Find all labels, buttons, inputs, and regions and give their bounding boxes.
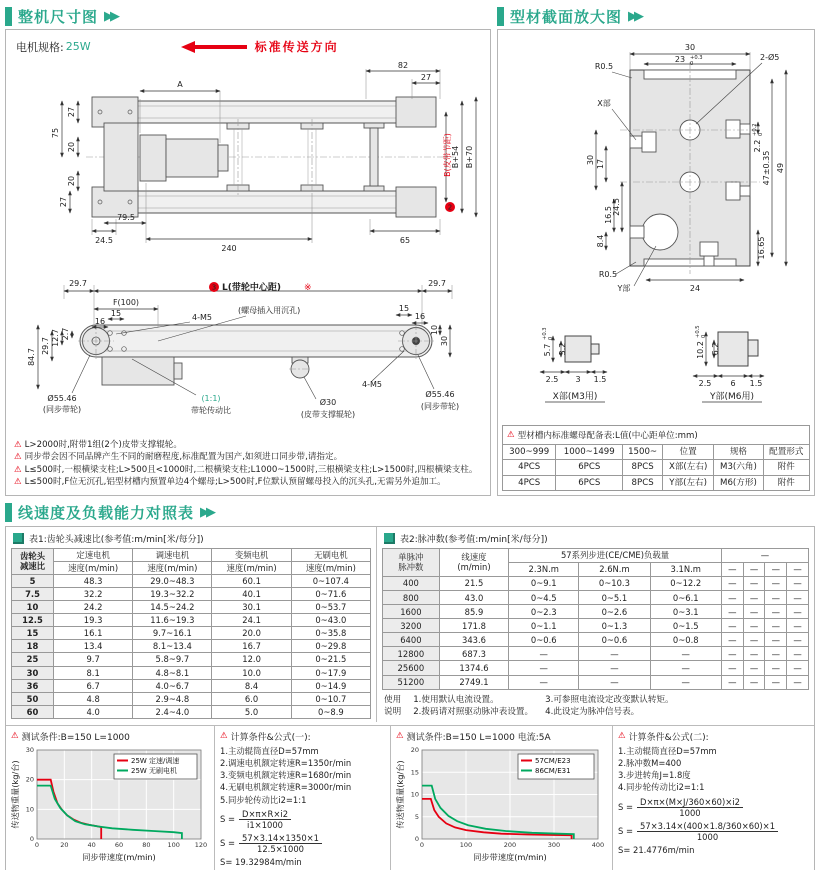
column-subheader: — — [721, 562, 743, 576]
formula-condition: 3.步进转角J=1.8度 — [618, 770, 691, 781]
warning-icon: ⚠ — [14, 477, 22, 488]
dim-label: A — [177, 80, 183, 89]
test-condition-2 — [396, 730, 607, 743]
warning-icon: ⚠ — [220, 731, 228, 742]
conveyor-top-view-shapes — [86, 97, 454, 217]
svg-text:400: 400 — [591, 840, 604, 849]
dim-label: 1.5 — [749, 379, 762, 388]
dim-label: 16 — [94, 317, 106, 326]
title-bar-accent — [497, 7, 504, 26]
nut-config-table — [502, 444, 810, 491]
warning-icon: ⚠ — [618, 731, 626, 742]
svg-text:10.2: 10.2 — [695, 341, 705, 359]
caption-square-icon — [384, 533, 395, 544]
formula-condition: 4.同步轮传动比i2=1:1 — [618, 782, 705, 793]
svg-text:300: 300 — [547, 840, 561, 849]
dim-label: 4-M5 — [192, 313, 212, 322]
column-subheader: — — [787, 562, 809, 576]
x-detail-title: X部(M3用) — [552, 392, 597, 402]
motor-side — [102, 357, 174, 385]
usage-note: 4.此设定为脉冲信号表。 — [545, 706, 640, 717]
dim-label: F(100) — [112, 298, 140, 307]
svg-text:0: 0 — [419, 840, 425, 849]
dim-label: 65 — [399, 236, 411, 245]
formula2-title-text: 计算条件&公式(二): — [628, 732, 709, 743]
svg-text:传送物重量(kg/台): 传送物重量(kg/台) — [396, 760, 405, 829]
dim-label: 16.5 — [604, 206, 613, 224]
dim-label: 27 — [67, 106, 76, 118]
profile-shape — [620, 62, 760, 274]
y-detail-title: Y部(M6用) — [709, 392, 754, 402]
overall-panel — [5, 29, 491, 496]
overall-dimensions-section — [5, 5, 491, 496]
radius-label: R0.5 — [594, 62, 614, 71]
table-row: 3200 171.8 0~1.1 0~1.3 0~1.5 — — — — — [383, 619, 809, 633]
warning-icon: ⚠ — [11, 731, 19, 742]
tolerance-lower: 0 — [690, 61, 694, 67]
column-header: 配置形式 — [763, 444, 809, 459]
dim-label: 20 — [67, 175, 76, 187]
caption-square-icon — [13, 533, 24, 544]
dim-label: 27 — [420, 73, 432, 82]
speed-panel — [5, 526, 815, 870]
chart1-cell — [6, 726, 214, 870]
section-title-speed — [5, 502, 815, 524]
radius-label: R0.5 — [598, 270, 618, 279]
nut-table-block — [502, 425, 810, 491]
table-row: 60 4.0 2.4~4.0 5.0 0~8.9 — [12, 705, 371, 718]
pulley-name-label: (同步带轮) — [420, 402, 460, 411]
dim-label: 3 — [574, 375, 581, 384]
svg-text:20: 20 — [410, 745, 419, 754]
formula-result: S= 19.32984m/min — [220, 856, 302, 867]
column-header: 1000~1499 — [556, 444, 623, 459]
tolerance-dim — [695, 325, 707, 359]
title-arrow-icon: ▶▶ — [628, 8, 641, 24]
svg-text:100: 100 — [459, 840, 473, 849]
pulley-name-label: (同步带轮) — [42, 405, 82, 414]
dim-label: 47±0.35 — [762, 150, 771, 186]
svg-text:57CM/E23: 57CM/E23 — [535, 756, 571, 765]
table-row: 1600 85.9 0~2.3 0~2.6 0~3.1 — — — — — [383, 605, 809, 619]
table-header-row — [12, 548, 371, 561]
svg-text:25W 无刷电机: 25W 无刷电机 — [131, 766, 178, 775]
dim-label: 16.65 — [757, 236, 766, 260]
formula-condition: 1.主动辊筒直径D=57mm — [220, 745, 319, 756]
svg-text:25W 定速/调速: 25W 定速/调速 — [131, 756, 180, 765]
table-row: 5 48.3 29.0~48.3 60.1 0~107.4 — [12, 574, 371, 587]
y-part-label: Y部 — [617, 284, 631, 293]
svg-text:30: 30 — [25, 745, 34, 754]
svg-text:0: 0 — [34, 840, 40, 849]
svg-text:15: 15 — [410, 768, 419, 777]
column-header: 定速电机 — [54, 548, 133, 561]
dim-label: 49 — [776, 162, 785, 174]
svg-text:同步带速度(m/min): 同步带速度(m/min) — [473, 851, 547, 862]
dim-label: 12.7 — [51, 329, 60, 347]
svg-text:+0.5: +0.5 — [694, 325, 701, 338]
column-subheader: 2.3N.m — [509, 562, 579, 576]
table-row: 36 6.7 4.0~6.7 8.4 0~14.9 — [12, 679, 371, 692]
svg-text:2.2: 2.2 — [753, 139, 762, 153]
title-bar-accent — [5, 7, 12, 26]
usage-note: 3.可参照电流设定改变默认转矩。 — [545, 694, 674, 705]
column-subheader: 速度(m/min) — [133, 561, 212, 574]
chart2-cell — [390, 726, 612, 870]
note-line: ⚠ L≤500时,一根横梁支柱;L>500且<1000时,二根横梁支柱;L1000~1500时,三根横梁支柱;L>1500时,四根横梁支柱。 — [14, 464, 478, 475]
column-header: 位置 — [662, 444, 713, 459]
dim-label: 27 — [59, 196, 68, 208]
table-subheader-row — [12, 561, 371, 574]
formula2-title — [618, 730, 809, 743]
nut-table-title-text: 型材槽内标准螺母配备表:L值(中心距单位:mm) — [517, 430, 698, 441]
dim-label: 30 — [586, 154, 595, 166]
tolerance-dim — [542, 327, 554, 356]
table-row: 800 43.0 0~4.5 0~5.1 0~6.1 — — — — — [383, 591, 809, 605]
formula-condition: 2.调速电机额定转速R=1350r/min — [220, 758, 352, 769]
column-subheader: 3.1N.m — [650, 562, 721, 576]
arrow-bar — [195, 45, 247, 49]
column-header: 无刷电机 — [291, 548, 370, 561]
dim-label: 29.7 — [41, 337, 50, 355]
table1-caption-text: 表1:齿轮头减速比(参考值:m/min[米/每分]) — [29, 534, 204, 545]
dim-label: B+54 — [451, 145, 460, 169]
dim-label: 15 — [398, 304, 410, 313]
dim-label: 10 — [430, 324, 439, 336]
roller-diameter-label: Ø30 — [319, 398, 337, 407]
usage-note: 2.拨码请对照驱动脉冲表设置。 — [413, 706, 534, 717]
dim-label: 2.7 — [61, 327, 70, 341]
pulley-diameter-label: Ø55.46 — [425, 390, 455, 399]
table-row: 51200 2749.1 — — — — — — — — [383, 675, 809, 689]
dim-label: 3.2 — [557, 342, 567, 356]
dim-label: 24.5 — [612, 198, 621, 216]
svg-text:传送物重量(kg/台): 传送物重量(kg/台) — [11, 760, 20, 829]
ratio-value: (1:1) — [201, 394, 221, 403]
column-header: 300~999 — [503, 444, 556, 459]
svg-text:60: 60 — [114, 840, 124, 849]
formula-equation: S = $\frac{57\times 3.14\times 1350\times 1}{12.5\times 1000}$ — [220, 833, 385, 854]
ratio-label: 带轮传动比 — [191, 406, 231, 415]
svg-text:0: 0 — [700, 334, 707, 338]
note-line: ⚠ L>2000时,附带1组(2个)皮带支撑辊轮。 — [14, 440, 182, 450]
belt-pitch-label: B(皮带节距) — [443, 133, 452, 177]
column-subheader: — — [743, 562, 765, 576]
load-capacity-chart-2 — [396, 745, 604, 863]
svg-text:20: 20 — [60, 840, 69, 849]
nut-table-title — [502, 425, 810, 444]
svg-text:+0.2: +0.2 — [752, 123, 758, 136]
x-slot-shape — [565, 336, 599, 362]
table-row: 15 16.1 9.7~16.1 20.0 0~35.8 — [12, 627, 371, 640]
dim-label: 6.2 — [710, 342, 720, 356]
svg-text:+0.3: +0.3 — [541, 327, 548, 340]
motor-spec-value: 25W — [65, 40, 91, 53]
svg-text:20: 20 — [25, 775, 34, 784]
gear-ratio-table — [11, 548, 371, 719]
svg-text:200: 200 — [503, 840, 517, 849]
charts-formulas-row — [6, 725, 814, 870]
table-row: 4PCS 6PCS 8PCS X部(左右) M3(六角) 附件 — [503, 460, 810, 475]
profile-title: 型材截面放大图 — [510, 7, 623, 26]
column-subheader: — — [765, 562, 787, 576]
x-part-detail-drawing — [507, 298, 647, 410]
formula-equation: S = $\frac{57\times 3.14\times(400\times 1.8/360\times 60)\times 1}{1000}$ — [618, 821, 809, 842]
motor-spec-row — [6, 30, 490, 55]
pulley-diameter-label: Ø55.46 — [47, 394, 77, 403]
dim-label: 20 — [67, 141, 76, 153]
page-title: 整机尺寸图 — [18, 7, 99, 26]
table1-caption — [13, 532, 371, 545]
dim-label: 6 — [729, 379, 736, 388]
column-subheader: 速度(m/min) — [212, 561, 291, 574]
table-row: 400 21.5 0~9.1 0~10.3 0~12.2 — — — — — [383, 576, 809, 590]
formula1-title-text: 计算条件&公式(一): — [230, 732, 311, 743]
column-group-header: — — [721, 548, 808, 562]
column-header: 线速度 (m/min) — [439, 548, 508, 576]
dim-label: 17 — [596, 158, 605, 170]
reference-mark: ※ — [304, 283, 312, 293]
formula1-cell — [214, 726, 390, 870]
pulse-table — [382, 548, 809, 690]
table1-block — [6, 527, 376, 722]
svg-text:0: 0 — [414, 834, 419, 843]
note-line: ⚠ 同步带会因不同品牌产生不同的耐磨程度,标准配置为国产,如须进口同步带,请指定。 — [14, 452, 343, 463]
profile-section — [497, 5, 815, 496]
svg-text:120: 120 — [194, 840, 207, 849]
warning-icon: ⚠ — [396, 731, 404, 742]
svg-text:5.7: 5.7 — [542, 343, 552, 357]
tolerance-upper: +0.3 — [690, 55, 703, 61]
side-view-drawing — [6, 265, 482, 433]
column-subheader: 速度(m/min) — [291, 561, 370, 574]
direction-label: 标准传送方向 — [254, 40, 339, 54]
countersink-label: (螺母插入用沉孔) — [238, 306, 301, 315]
transfer-direction — [181, 38, 339, 55]
svg-text:0: 0 — [547, 336, 554, 340]
hole-callout: 2-Ø5 — [760, 53, 780, 62]
table-row: 25 9.7 5.8~9.7 12.0 0~21.5 — [12, 653, 371, 666]
dim-label: 15 — [110, 309, 122, 318]
table-row: 12800 687.3 — — — — — — — — [383, 647, 809, 661]
table2-caption — [384, 532, 809, 545]
dim-label: 79.5 — [117, 213, 135, 222]
note-line: ⚠ L≤500时,F位无沉孔,铝型材槽内预置单边4个螺母;L>500时,F位默认预留螺母投入的沉头孔,无需另外追加工。 — [14, 477, 446, 488]
roller-name-label: (皮带支撑辊轮) — [300, 410, 356, 419]
formula-condition: 4.无刷电机额定转速R=3000r/min — [220, 782, 352, 793]
formula-equation: S = $\frac{D\times\pi\times(M\times J/360\times 60)\times i2}{1000}$ — [618, 797, 809, 818]
pulley-center-distance-label: L(带轮中心距) — [222, 283, 281, 293]
warning-icon: ⚠ — [14, 464, 22, 475]
svg-text:10: 10 — [25, 805, 34, 814]
usage-note: 1.使用默认电流设置。 — [413, 694, 499, 705]
dim-label: 24.5 — [95, 236, 113, 245]
circled-number-2-text: 2 — [447, 203, 453, 212]
column-group-header: 57系列步进(CE/CME)负载量 — [509, 548, 722, 562]
motor-spec-label: 电机规格: — [16, 40, 64, 54]
x-part-label: X部 — [597, 99, 611, 108]
dim-label: B+70 — [465, 145, 474, 169]
svg-text:40: 40 — [87, 840, 96, 849]
usage-label: 使用 说明 — [384, 694, 402, 717]
table-row: 7.5 32.2 19.3~32.2 40.1 0~71.6 — [12, 588, 371, 601]
dim-label: 23 — [674, 55, 686, 64]
dim-label: 84.7 — [27, 348, 36, 366]
circled-number-3-text: 3 — [211, 283, 217, 292]
table-row: 6400 343.6 0~0.6 0~0.6 0~0.8 — — — — — [383, 633, 809, 647]
table-row: 10 24.2 14.5~24.2 30.1 0~53.7 — [12, 601, 371, 614]
y-slot-shape — [718, 332, 758, 366]
dim-label: 29.7 — [428, 279, 446, 288]
top-view-drawing — [6, 55, 482, 261]
column-subheader: 2.6N.m — [579, 562, 650, 576]
dim-label: 240 — [221, 244, 237, 253]
section-title-overall — [5, 5, 491, 27]
section-title-profile — [497, 5, 815, 27]
formula-result: S= 21.4776m/min — [618, 844, 695, 855]
title-bar-accent — [5, 503, 12, 522]
test-condition-1 — [11, 730, 209, 743]
column-subheader: 速度(m/min) — [54, 561, 133, 574]
cross-section-drawing — [508, 34, 804, 298]
table-row: 25600 1374.6 — — — — — — — — [383, 661, 809, 675]
formula-condition: 1.主动辊筒直径D=57mm — [618, 745, 717, 756]
svg-text:80: 80 — [142, 840, 151, 849]
test-condition-1-text: 测试条件:B=150 L=1000 — [21, 732, 130, 743]
formula2-cell — [612, 726, 814, 870]
table-row: 18 13.4 8.1~13.4 16.7 0~29.8 — [12, 640, 371, 653]
warning-icon: ⚠ — [507, 429, 515, 440]
table-header-row — [503, 444, 810, 459]
column-header: 变频电机 — [212, 548, 291, 561]
dim-label: 29.7 — [69, 279, 87, 288]
dim-label: 1.5 — [593, 375, 606, 384]
svg-text:10: 10 — [410, 790, 419, 799]
table-row: 4PCS 6PCS 8PCS Y部(左右) M6(方形) 附件 — [503, 475, 810, 490]
formula-condition: 2.脉冲数M=400 — [618, 758, 682, 769]
usage-notes — [382, 693, 809, 717]
table-header-row — [383, 548, 809, 562]
table2-caption-text: 表2:脉冲数(参考值:m/min[米/每分]) — [400, 534, 548, 545]
column-header: 1500~ — [623, 444, 663, 459]
dim-label: 30 — [684, 43, 696, 52]
dim-label: 2.5 — [698, 379, 711, 388]
warning-icon: ⚠ — [14, 440, 22, 450]
table-row: 50 4.8 2.9~4.8 6.0 0~10.7 — [12, 692, 371, 705]
dim-label: 75 — [51, 127, 60, 139]
overall-notes — [6, 437, 490, 495]
dim-label: 30 — [440, 335, 449, 347]
tables-row — [6, 527, 814, 722]
dim-label: 16 — [414, 312, 426, 321]
table2-block — [376, 527, 814, 722]
formula1-title — [220, 730, 385, 743]
column-header: 规格 — [714, 444, 763, 459]
column-header: 单脉冲 脉冲数 — [383, 548, 440, 576]
svg-text:100: 100 — [167, 840, 180, 849]
column-header: 齿轮头 减速比 — [12, 548, 54, 574]
svg-text:5: 5 — [414, 812, 419, 821]
dim-label: 4-M5 — [362, 380, 382, 389]
test-condition-2-text: 测试条件:B=150 L=1000 电流:5A — [406, 732, 551, 743]
speed-section-title: 线速度及负载能力对照表 — [18, 504, 195, 523]
speed-load-section — [5, 502, 815, 870]
svg-text:0: 0 — [29, 834, 34, 843]
table-row: 30 8.1 4.8~8.1 10.0 0~17.9 — [12, 666, 371, 679]
profile-panel — [497, 29, 815, 496]
dim-label: 2.5 — [545, 375, 558, 384]
svg-text:0: 0 — [758, 132, 764, 136]
y-part-detail-drawing — [656, 298, 806, 410]
dim-label: 24 — [689, 284, 701, 293]
formula-condition: 3.变频电机额定转速R=1680r/min — [220, 770, 352, 781]
dim-label: 82 — [397, 61, 409, 70]
warning-icon: ⚠ — [14, 452, 22, 463]
conveyor-side-view-shapes — [78, 323, 434, 385]
svg-text:同步带速度(m/min): 同步带速度(m/min) — [82, 851, 156, 862]
title-arrow-icon: ▶▶ — [104, 8, 117, 24]
column-header: 调速电机 — [133, 548, 212, 561]
formula-equation: S = $\frac{D\times\pi\times R\times i2}{i1\times 1000}$ — [220, 809, 385, 830]
load-capacity-chart-1 — [11, 745, 207, 863]
slot-details-row — [502, 298, 810, 410]
table-row: 12.5 19.3 11.6~19.3 24.1 0~43.0 — [12, 614, 371, 627]
title-arrow-icon: ▶▶ — [200, 505, 213, 521]
left-arrow-icon — [181, 41, 195, 53]
dim-label: 8.4 — [596, 234, 605, 248]
svg-text:86CM/E31: 86CM/E31 — [535, 766, 571, 775]
formula-condition: 5.同步轮传动比i2=1:1 — [220, 794, 307, 805]
